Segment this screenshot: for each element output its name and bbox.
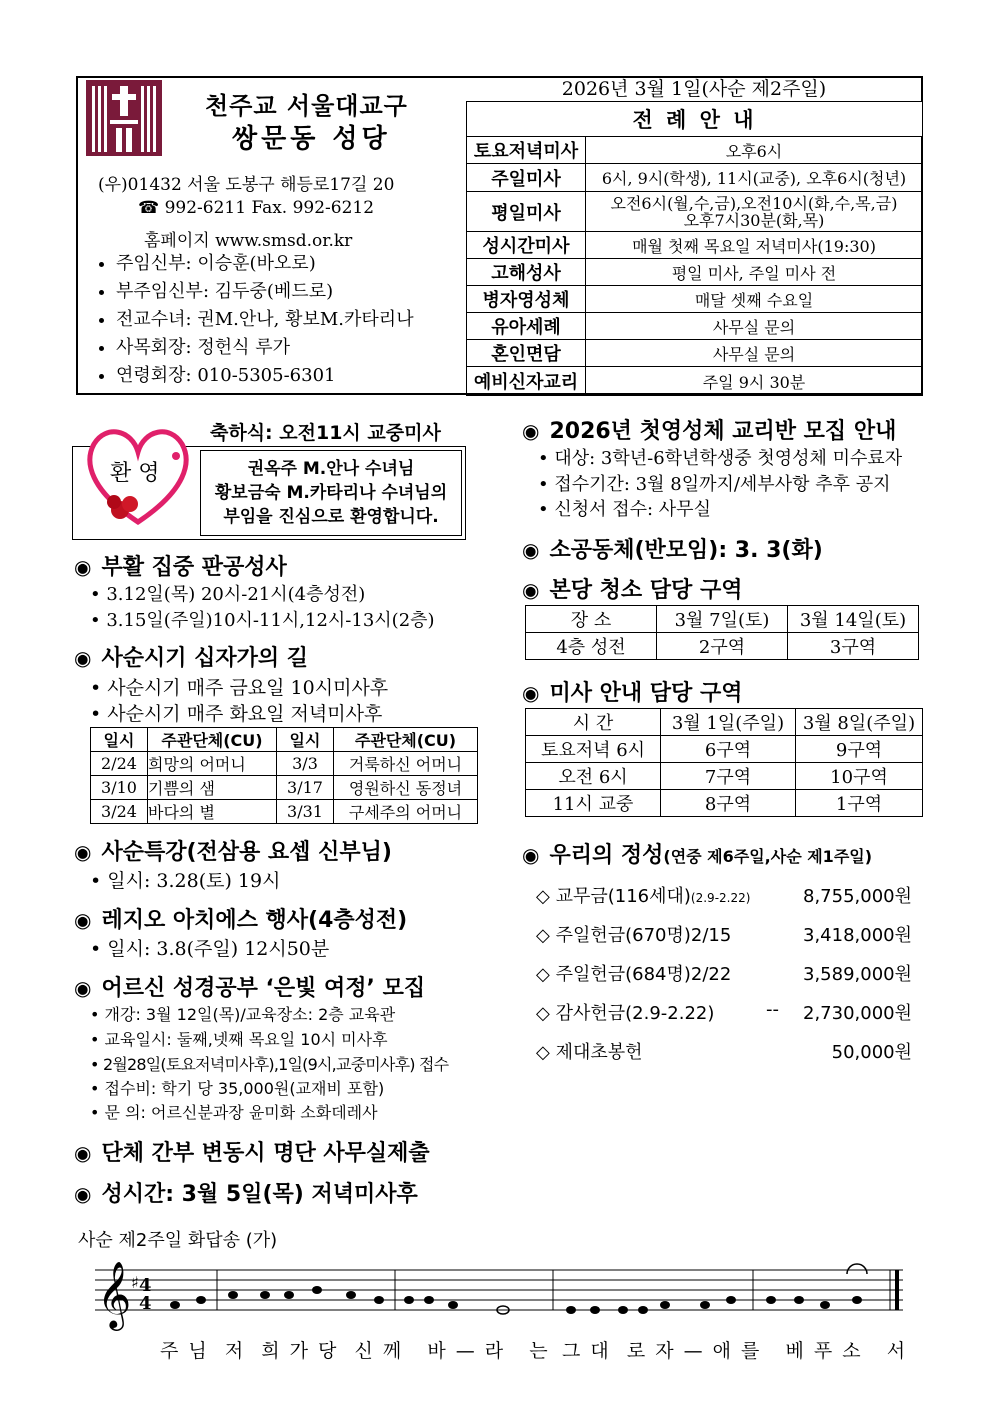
bullet-circle-icon: ◉ (522, 681, 540, 705)
section-title-text: 사순특강(전삼용 요셉 신부님) (101, 840, 392, 865)
bullet-circle-icon: ◉ (74, 1141, 92, 1165)
offering-amount: 2,730,000원 (803, 1003, 912, 1024)
table-cell: 토요저녁 6시 (526, 736, 661, 763)
table-header: 3월 14일(토) (788, 606, 919, 633)
legio-title (74, 903, 407, 934)
mass-guide-table (525, 708, 923, 817)
bullet-circle-icon: ◉ (74, 976, 92, 1000)
table-cell: 2구역 (657, 633, 788, 660)
weekday-mass-line1: 오전6시(월,수,금),오전10시(화,수,목,금) (610, 193, 898, 213)
list-item: • 개강: 3월 12일(목)/교육장소: 2층 교육관 (90, 1005, 396, 1024)
offering-label: 제대초봉헌 (555, 1042, 643, 1063)
table-cell: 3/3 (277, 752, 334, 776)
bullet-circle-icon: ◉ (74, 1182, 92, 1206)
table-cell: 3/24 (91, 800, 148, 824)
table-cell: 거룩하신 어머니 (334, 752, 478, 776)
table-cell: 9구역 (796, 736, 923, 763)
table-header: 3월 8일(주일) (796, 709, 923, 736)
stations-table (90, 727, 478, 824)
table-cell: 3구역 (788, 633, 919, 660)
lent-lecture-title (74, 835, 392, 866)
table-cell: 6구역 (661, 736, 796, 763)
table-cell: 바다의 별 (148, 800, 277, 824)
section-title-text: 단체 간부 변동시 명단 사무실제출 (101, 1141, 430, 1166)
item-text: 일시: 3.8(주일) 12시50분 (107, 938, 330, 960)
liturgy-key: 유아세례 (467, 313, 586, 340)
lyrics-line-1: 주 님 저 희 가 당 신 께 바 — 라 는 (160, 1340, 550, 1362)
table-header: 장 소 (526, 606, 657, 633)
table-cell: 3/10 (91, 776, 148, 800)
table-header: 3월 7일(토) (657, 606, 788, 633)
bullet-circle-icon: ◉ (74, 555, 92, 579)
section-title-text: 소공동체(반모임): 3. 3(화) (549, 538, 823, 563)
table-header: 시 간 (526, 709, 661, 736)
table-cell: 10구역 (796, 763, 923, 790)
liturgy-value: 오후6시 (586, 137, 923, 164)
list-item: • 일시: 3.28(토) 19시 (90, 870, 281, 892)
table-cell: 오전 6시 (526, 763, 661, 790)
small-community-title (522, 533, 823, 564)
senior-bible-title (74, 971, 425, 1002)
item-text: 문 의: 어르신분과장 윤미화 소화데레사 (104, 1103, 378, 1122)
bulletin-date: 2026년 3월 1일(사순 제2주일) (561, 78, 827, 100)
welcome-line: 권옥주 M.안나 수녀님 (247, 459, 415, 479)
offering-row (536, 921, 912, 947)
cross-logo-icon (86, 80, 162, 156)
liturgy-key: 예비신자교리 (467, 367, 586, 396)
list-item: • 신청서 접수: 사무실 (538, 499, 711, 520)
offering-row (536, 960, 912, 986)
item-text: 3.15일(주일)10시-11시,12시-13시(2층) (106, 610, 435, 631)
liturgy-key: 성시간미사 (467, 232, 586, 259)
diamond-icon: ◇ (536, 886, 556, 907)
table-cell: 11시 교중 (526, 790, 661, 817)
church-title-archdiocese: 천주교 서울대교구 (205, 92, 408, 120)
table-cell: 구세주의 어머니 (334, 800, 478, 824)
list-item: • 접수기간: 3월 8일까지/세부사항 추후 공지 (538, 474, 891, 495)
svg-text:♯: ♯ (131, 1273, 139, 1292)
liturgy-value: 주일 9시 30분 (586, 367, 923, 396)
svg-text:4: 4 (139, 1293, 152, 1314)
section-title-text: 사순시기 십자가의 길 (101, 646, 309, 671)
staff-item: • 전교수녀: 권M.안나, 황보M.카타리나 (116, 306, 414, 334)
liturgy-title: 전 례 안 내 (467, 102, 923, 137)
liturgy-value: 매월 첫째 목요일 저녁미사(19:30) (586, 232, 923, 259)
table-cell: 3/17 (277, 776, 334, 800)
list-item: • 교육일시: 둘째,넷째 목요일 10시 미사후 (90, 1030, 388, 1049)
item-text: 교육일시: 둘째,넷째 목요일 10시 미사후 (104, 1030, 388, 1049)
table-header: 3월 1일(주일) (661, 709, 796, 736)
table-cell: 영원하신 동정녀 (334, 776, 478, 800)
list-item: • 사순시기 매주 화요일 저녁미사후 (90, 703, 383, 725)
offering-label: 감사헌금(2.9-2.22) (555, 1003, 715, 1024)
liturgy-table (466, 101, 923, 396)
bullet-circle-icon: ◉ (522, 538, 540, 562)
list-item: • 3.15일(주일)10시-11시,12시-13시(2층) (90, 610, 435, 631)
section-title-text: 우리의 정성 (549, 843, 664, 868)
bullet-circle-icon: ◉ (74, 908, 92, 932)
list-item: • 일시: 3.8(주일) 12시50분 (90, 938, 330, 960)
staff-list (96, 250, 414, 390)
psalm-title: 사순 제2주일 화답송 (가) (78, 1230, 278, 1251)
list-item: • 3.12일(목) 20시-21시(4층성전) (90, 584, 366, 605)
diamond-icon: ◇ (536, 925, 556, 946)
offering-label: 주일헌금(684명)2/22 (555, 964, 732, 985)
treble-clef-icon: 𝄞 (97, 1260, 132, 1328)
list-item: • 접수비: 학기 당 35,000원(교재비 포함) (90, 1079, 385, 1098)
liturgy-key: 고해성사 (467, 259, 586, 286)
item-text: 개강: 3월 12일(목)/교육장소: 2층 교육관 (104, 1005, 396, 1024)
table-cell: 1구역 (796, 790, 923, 817)
easter-confession-title (74, 550, 287, 581)
diamond-icon: ◇ (536, 1042, 556, 1063)
liturgy-value (586, 192, 923, 232)
offering-label: 주일헌금(670명)2/15 (555, 925, 732, 946)
liturgy-value: 사무실 문의 (586, 313, 923, 340)
weekday-mass-line2: 오후7시30분(화,목) (683, 210, 825, 230)
welcome-message (200, 450, 462, 536)
offering-label: 교무금(116세대) (555, 886, 691, 907)
cleaning-table (525, 605, 919, 660)
item-text: 3.12일(목) 20시-21시(4층성전) (106, 584, 366, 605)
liturgy-value: 매달 셋째 수요일 (586, 286, 923, 313)
table-cell: 2/24 (91, 752, 148, 776)
staff-item: • 주임신부: 이승훈(바오로) (116, 250, 414, 278)
welcome-line: 부임을 진심으로 환영합니다. (223, 507, 439, 527)
first-communion-title (522, 414, 896, 445)
cleaning-title (522, 573, 742, 604)
offering-row (536, 1038, 912, 1064)
list-item: • 2월28일(토요저녁미사후),1일(9시,교중미사후) 접수 (90, 1055, 449, 1074)
church-title-parish: 쌍문동 성당 (232, 124, 391, 154)
diamond-icon: ◇ (536, 964, 556, 985)
offering-period: (2.9-2.22) (690, 891, 751, 905)
heart-text: 환 영 (110, 461, 160, 486)
liturgy-key: 평일미사 (467, 192, 586, 232)
diamond-icon: ◇ (536, 1003, 556, 1024)
welcome-line: 황보금숙 M.카타리나 수녀님의 (214, 483, 448, 503)
music-staff (95, 1258, 905, 1338)
welcome-heading: 축하식: 오전11시 교중미사 (210, 422, 441, 444)
offering-row (536, 999, 912, 1025)
list-item: • 대상: 3학년-6학년학생중 첫영성체 미수료자 (538, 448, 903, 469)
liturgy-value: 사무실 문의 (586, 340, 923, 367)
liturgy-key: 병자영성체 (467, 286, 586, 313)
table-header: 일시 (91, 728, 148, 752)
bullet-circle-icon: ◉ (522, 578, 540, 602)
offering-amount: 8,755,000원 (803, 886, 912, 907)
item-text: 일시: 3.28(토) 19시 (107, 870, 281, 892)
bullet-circle-icon: ◉ (74, 646, 92, 670)
staff-item: • 사목회장: 정헌식 루가 (116, 334, 414, 362)
section-title-text: 어르신 성경공부 ‘은빛 여정’ 모집 (101, 976, 426, 1001)
table-header: 주관단체(CU) (148, 728, 277, 752)
item-text: 접수비: 학기 당 35,000원(교재비 포함) (104, 1079, 385, 1098)
list-item: • 문 의: 어르신분과장 윤미화 소화데레사 (90, 1103, 378, 1122)
offering-amount: 50,000원 (831, 1042, 912, 1063)
table-cell: 기쁨의 샘 (148, 776, 277, 800)
holy-hour-title (74, 1177, 418, 1208)
offering-subtitle: (연중 제6주일,사순 제1주일) (663, 847, 873, 866)
offering-row (536, 882, 912, 908)
bullet-circle-icon: ◉ (74, 840, 92, 864)
stations-title (74, 641, 308, 672)
mass-guide-title (522, 676, 742, 707)
offering-amount: 3,418,000원 (803, 925, 912, 946)
item-text: 2월28일(토요저녁미사후),1일(9시,교중미사후) 접수 (102, 1055, 449, 1074)
item-text: 접수기간: 3월 8일까지/세부사항 추후 공지 (554, 474, 891, 495)
staff-item: • 연령회장: 010-5305-6301 (116, 362, 414, 390)
item-text: 신청서 접수: 사무실 (554, 499, 711, 520)
section-title-text: 미사 안내 담당 구역 (549, 681, 743, 706)
offering-amount: 3,589,000원 (803, 964, 912, 985)
bullet-circle-icon: ◉ (522, 843, 540, 867)
offering-dash: -- (766, 999, 779, 1020)
lyrics-line-2: 그 대 로 자 — 애 를 베 푸 소 서 (562, 1340, 908, 1362)
liturgy-key: 토요저녁미사 (467, 137, 586, 164)
section-title-text: 본당 청소 담당 구역 (549, 578, 743, 603)
table-header: 주관단체(CU) (334, 728, 478, 752)
roster-notice-title (74, 1136, 430, 1167)
svg-text:4: 4 (139, 1275, 152, 1296)
section-title-text: 부활 집중 판공성사 (101, 555, 287, 580)
list-item: • 사순시기 매주 금요일 10시미사후 (90, 677, 389, 699)
liturgy-value: 6시, 9시(학생), 11시(교중), 오후6시(청년) (586, 164, 923, 192)
staff-item: • 부주임신부: 김두중(베드로) (116, 278, 414, 306)
item-text: 사순시기 매주 화요일 저녁미사후 (107, 703, 383, 725)
section-title-text: 레지오 아치에스 행사(4층성전) (101, 908, 408, 933)
liturgy-value: 평일 미사, 주일 미사 전 (586, 259, 923, 286)
bullet-circle-icon: ◉ (522, 419, 540, 443)
section-title-text: 2026년 첫영성체 교리반 모집 안내 (549, 419, 897, 444)
phone-fax: ☎ 992-6211 Fax. 992-6212 (138, 198, 375, 218)
offering-title (522, 838, 872, 869)
homepage: 홈페이지 www.smsd.or.kr (144, 231, 353, 251)
table-cell: 3/31 (277, 800, 334, 824)
table-cell: 4층 성전 (526, 633, 657, 660)
table-cell: 7구역 (661, 763, 796, 790)
liturgy-key: 혼인면담 (467, 340, 586, 367)
item-text: 사순시기 매주 금요일 10시미사후 (107, 677, 389, 699)
table-header: 일시 (277, 728, 334, 752)
table-cell: 8구역 (661, 790, 796, 817)
section-title-text: 성시간: 3월 5일(목) 저녁미사후 (101, 1182, 418, 1207)
table-cell: 희망의 어머니 (148, 752, 277, 776)
item-text: 대상: 3학년-6학년학생중 첫영성체 미수료자 (554, 448, 903, 469)
liturgy-key: 주일미사 (467, 164, 586, 192)
address: (우)01432 서울 도봉구 해등로17길 20 (98, 175, 395, 195)
